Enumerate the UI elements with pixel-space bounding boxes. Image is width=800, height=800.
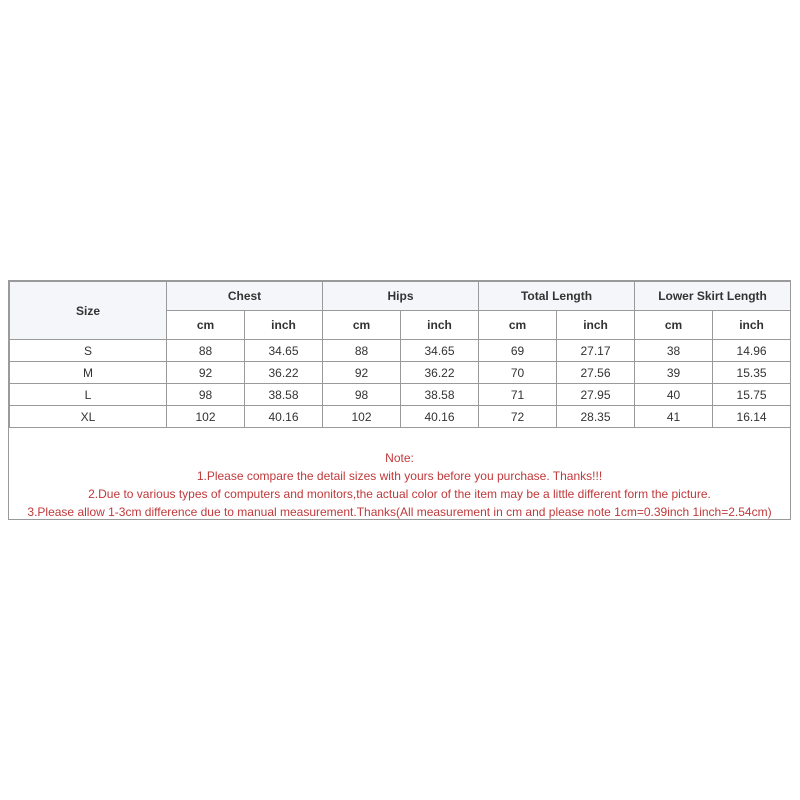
notes-title: Note:: [385, 451, 414, 465]
table-cell: 41: [635, 406, 713, 428]
table-cell: 34.65: [401, 340, 479, 362]
table-cell: 71: [479, 384, 557, 406]
table-cell: 40: [635, 384, 713, 406]
unit-header: inch: [401, 311, 479, 340]
note-line: 2.Due to various types of computers and monitors,the actual color of the item may be a little different form the picture.: [88, 487, 711, 501]
table-cell: 98: [167, 384, 245, 406]
note-line: 3.Please allow 1-3cm difference due to manual measurement.Thanks(All measurement in cm and please note 1cm=0.39inch 1inch=2.54cm): [27, 505, 772, 519]
table-cell: 102: [323, 406, 401, 428]
table-cell: 15.35: [713, 362, 791, 384]
table-cell: 38: [635, 340, 713, 362]
size-cell: M: [10, 362, 167, 384]
chest-header: Chest: [167, 282, 323, 311]
table-cell: 92: [323, 362, 401, 384]
table-cell: 27.95: [557, 384, 635, 406]
size-cell: S: [10, 340, 167, 362]
table-cell: 14.96: [713, 340, 791, 362]
unit-header: cm: [479, 311, 557, 340]
unit-header: inch: [245, 311, 323, 340]
table-cell: 40.16: [245, 406, 323, 428]
table-cell: 39: [635, 362, 713, 384]
table-cell: 36.22: [401, 362, 479, 384]
table-cell: 92: [167, 362, 245, 384]
size-table: [9, 281, 791, 428]
table-cell: 27.56: [557, 362, 635, 384]
notes-section: [9, 449, 790, 521]
total-length-header: Total Length: [479, 282, 635, 311]
table-cell: 15.75: [713, 384, 791, 406]
note-line: 1.Please compare the detail sizes with yours before you purchase. Thanks!!!: [196, 469, 603, 483]
lower-skirt-length-header: Lower Skirt Length: [635, 282, 791, 311]
size-column-header: Size: [10, 282, 167, 340]
table-cell: 27.17: [557, 340, 635, 362]
unit-header: cm: [323, 311, 401, 340]
table-cell: 69: [479, 340, 557, 362]
hips-header: Hips: [323, 282, 479, 311]
table-cell: 98: [323, 384, 401, 406]
table-row: [10, 406, 791, 428]
size-cell: XL: [10, 406, 167, 428]
table-cell: 88: [167, 340, 245, 362]
table-cell: 38.58: [245, 384, 323, 406]
unit-header: cm: [167, 311, 245, 340]
table-row: [10, 384, 791, 406]
size-cell: L: [10, 384, 167, 406]
table-row: [10, 340, 791, 362]
table-cell: 38.58: [401, 384, 479, 406]
table-cell: 36.22: [245, 362, 323, 384]
table-row: [10, 362, 791, 384]
table-cell: 70: [479, 362, 557, 384]
unit-header: cm: [635, 311, 713, 340]
table-cell: 28.35: [557, 406, 635, 428]
table-cell: 40.16: [401, 406, 479, 428]
table-cell: 88: [323, 340, 401, 362]
table-cell: 102: [167, 406, 245, 428]
group-header-row: [10, 282, 791, 311]
size-chart: [8, 280, 791, 520]
table-cell: 72: [479, 406, 557, 428]
table-cell: 34.65: [245, 340, 323, 362]
unit-header: inch: [557, 311, 635, 340]
table-cell: 16.14: [713, 406, 791, 428]
unit-header: inch: [713, 311, 791, 340]
